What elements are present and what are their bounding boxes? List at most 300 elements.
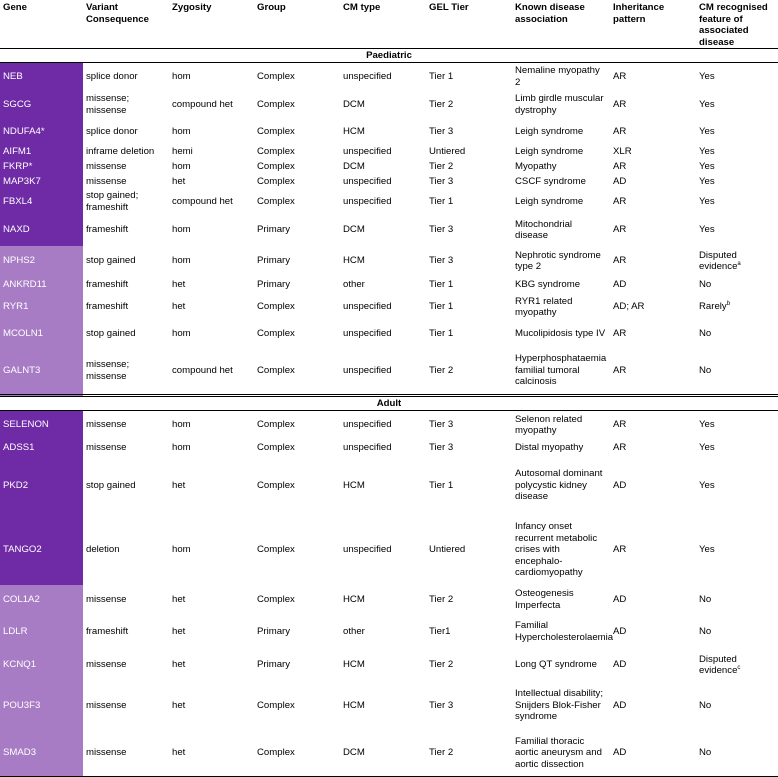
cell-text: stop gained; frameshift xyxy=(86,190,139,213)
cell-text: Hyperphosphataemia familial tumoral calcinosis xyxy=(515,353,607,388)
cell-gene xyxy=(0,321,83,347)
cell-text: missense xyxy=(86,699,127,711)
cell-known-disease-association xyxy=(512,189,610,214)
cell-text: Mitochondrial disease xyxy=(515,218,573,241)
cell-known-disease-association xyxy=(512,585,610,614)
cell-text: Osteogenesis Imperfecta xyxy=(515,588,574,611)
cell-text: Tier 1 xyxy=(429,479,454,491)
cell-text: POU3F3 xyxy=(3,699,41,711)
cell-text: hom xyxy=(172,328,191,340)
cell-variant-consequence xyxy=(83,159,169,174)
cell-text: HCM xyxy=(343,125,365,137)
cell-text: Limb girdle muscular dystrophy xyxy=(515,93,604,116)
cell-known-disease-association xyxy=(512,321,610,347)
cell-text: Tier1 xyxy=(429,625,451,637)
section-header-row xyxy=(0,49,778,63)
cell-text: DCM xyxy=(343,224,365,236)
cell-text: Yes xyxy=(699,479,715,491)
cell-known-disease-association xyxy=(512,63,610,91)
cell-cm-recognised-feature xyxy=(696,411,778,440)
table-row xyxy=(0,63,778,91)
cell-variant-consequence xyxy=(83,293,169,321)
cell-cm-recognised-feature xyxy=(696,293,778,321)
cell-variant-consequence xyxy=(83,649,169,681)
cell-text: HCM xyxy=(343,659,365,671)
cell-variant-consequence xyxy=(83,144,169,159)
cell-cm-type xyxy=(340,585,426,614)
cell-cm-type xyxy=(340,730,426,777)
cell-gene xyxy=(0,246,83,276)
cell-group xyxy=(254,614,340,649)
cell-text: Untiered xyxy=(429,544,466,556)
cell-cm-recognised-feature xyxy=(696,189,778,214)
cell-gel-tier xyxy=(426,159,512,174)
cell-text: Tier 2 xyxy=(429,98,454,110)
cell-text: AR xyxy=(613,195,627,207)
cell-text: missense xyxy=(86,659,127,671)
cell-group xyxy=(254,246,340,276)
cell-inheritance-pattern xyxy=(610,119,696,144)
table-row xyxy=(0,649,778,681)
cell-group xyxy=(254,730,340,777)
cell-text: Yes xyxy=(699,441,715,453)
cell-text: AR xyxy=(613,125,627,137)
cell-text: PKD2 xyxy=(3,479,29,491)
cell-text: AR xyxy=(613,224,627,236)
cell-text: Familial thoracic aortic aneurysm and aortic dissection xyxy=(515,735,602,770)
cell-gel-tier xyxy=(426,439,512,456)
cell-gene xyxy=(0,119,83,144)
cell-text: hom xyxy=(172,419,191,431)
cell-text: splice donor xyxy=(86,125,138,137)
cell-text: Yes xyxy=(699,98,715,110)
cell-text: missense xyxy=(86,747,127,759)
cell-text: Yes xyxy=(699,544,715,556)
cell-cm-type xyxy=(340,293,426,321)
table-row xyxy=(0,456,778,515)
cell-cm-type xyxy=(340,411,426,440)
cell-text: missense; missense xyxy=(86,93,130,116)
table-row xyxy=(0,159,778,174)
cell-zygosity xyxy=(169,614,254,649)
cell-text: KCNQ1 xyxy=(3,659,37,671)
cell-text: Complex xyxy=(257,328,295,340)
cell-group xyxy=(254,144,340,159)
table-row xyxy=(0,90,778,119)
cell-text: unspecified xyxy=(343,328,392,340)
cell-text: Complex xyxy=(257,593,295,605)
cell-inheritance-pattern xyxy=(610,293,696,321)
cell-zygosity xyxy=(169,90,254,119)
cell-text: AD xyxy=(613,479,627,491)
cell-text: frameshift xyxy=(86,224,129,236)
table-row xyxy=(0,246,778,276)
cell-inheritance-pattern xyxy=(610,515,696,585)
cell-inheritance-pattern xyxy=(610,730,696,777)
section-title: Paediatric xyxy=(0,49,778,63)
cell-group xyxy=(254,649,340,681)
cell-zygosity xyxy=(169,681,254,730)
cell-cm-type xyxy=(340,246,426,276)
cell-zygosity xyxy=(169,174,254,189)
cell-text: hemi xyxy=(172,145,193,157)
cell-text: AD xyxy=(613,699,627,711)
cell-text: Tier 2 xyxy=(429,593,454,605)
cell-zygosity xyxy=(169,293,254,321)
cell-text: Complex xyxy=(257,419,295,431)
cell-text: XLR xyxy=(613,145,632,157)
table-row xyxy=(0,174,778,189)
cell-text: No xyxy=(699,625,712,637)
cell-text: AR xyxy=(613,70,627,82)
table-row xyxy=(0,681,778,730)
cell-text: RYR1 related myopathy xyxy=(515,295,573,318)
cell-group xyxy=(254,63,340,91)
cell-text: Mucolipidosis type IV xyxy=(515,328,606,340)
cell-cm-type xyxy=(340,119,426,144)
cell-text: Complex xyxy=(257,479,295,491)
cell-group xyxy=(254,681,340,730)
cell-known-disease-association xyxy=(512,456,610,515)
cell-text: AR xyxy=(613,419,627,431)
cell-text: AIFM1 xyxy=(3,145,32,157)
cell-inheritance-pattern xyxy=(610,614,696,649)
cell-gene xyxy=(0,649,83,681)
cell-text: Disputed evidence xyxy=(699,249,738,272)
cell-gel-tier xyxy=(426,144,512,159)
cell-inheritance-pattern xyxy=(610,189,696,214)
cell-inheritance-pattern xyxy=(610,246,696,276)
cell-text: Infancy onset recurrent metabolic crises with encephalo-cardiomyopathy xyxy=(515,521,598,579)
cell-variant-consequence xyxy=(83,321,169,347)
cell-known-disease-association xyxy=(512,293,610,321)
cell-zygosity xyxy=(169,246,254,276)
cell-text: Autosomal dominant polycystic kidney disease xyxy=(515,468,603,503)
cell-text: Myopathy xyxy=(515,160,557,172)
cell-text: other xyxy=(343,278,365,290)
cell-text: het xyxy=(172,699,186,711)
cell-text: missense xyxy=(86,160,127,172)
cell-cm-recognised-feature xyxy=(696,456,778,515)
cell-inheritance-pattern xyxy=(610,174,696,189)
cell-text: LDLR xyxy=(3,625,28,637)
cell-text: Tier 2 xyxy=(429,659,454,671)
cell-text: Complex xyxy=(257,747,295,759)
cell-text: HCM xyxy=(343,699,365,711)
cell-cm-recognised-feature xyxy=(696,730,778,777)
cell-inheritance-pattern xyxy=(610,649,696,681)
cell-gel-tier xyxy=(426,585,512,614)
cell-zygosity xyxy=(169,189,254,214)
cell-cm-recognised-feature xyxy=(696,159,778,174)
cell-text: Primary xyxy=(257,224,291,236)
cell-text: Yes xyxy=(699,419,715,431)
section-header-row xyxy=(0,396,778,411)
cell-text: No xyxy=(699,747,712,759)
cell-inheritance-pattern xyxy=(610,456,696,515)
cell-cm-recognised-feature xyxy=(696,649,778,681)
cell-gene xyxy=(0,515,83,585)
cell-text: unspecified xyxy=(343,301,392,313)
cell-gel-tier xyxy=(426,456,512,515)
cell-text: Yes xyxy=(699,70,715,82)
cell-known-disease-association xyxy=(512,730,610,777)
cell-zygosity xyxy=(169,585,254,614)
cell-gene xyxy=(0,214,83,246)
cell-text: AD xyxy=(613,659,627,671)
cell-text: DCM xyxy=(343,747,365,759)
cell-known-disease-association xyxy=(512,515,610,585)
cell-text: missense xyxy=(86,441,127,453)
cell-text: Tier 1 xyxy=(429,70,454,82)
cell-text: KBG syndrome xyxy=(515,278,581,290)
cell-text: Tier 3 xyxy=(429,125,454,137)
cell-text: Long QT syndrome xyxy=(515,659,597,671)
cell-zygosity xyxy=(169,347,254,396)
cell-group xyxy=(254,321,340,347)
cell-text: Tier 1 xyxy=(429,328,454,340)
cell-text: Tier 3 xyxy=(429,224,454,236)
cell-variant-consequence xyxy=(83,63,169,91)
cell-group xyxy=(254,214,340,246)
cell-cm-recognised-feature xyxy=(696,439,778,456)
cell-text: Tier 2 xyxy=(429,364,454,376)
cell-text: hom xyxy=(172,255,191,267)
cell-text: FKRP* xyxy=(3,160,33,172)
cell-text: splice donor xyxy=(86,70,138,82)
cell-text: inframe deletion xyxy=(86,145,155,157)
cell-cm-recognised-feature xyxy=(696,144,778,159)
cell-gel-tier xyxy=(426,649,512,681)
cell-text: No xyxy=(699,364,712,376)
cell-group xyxy=(254,119,340,144)
cell-text: DCM xyxy=(343,98,365,110)
table-header xyxy=(0,0,778,49)
cell-cm-type xyxy=(340,614,426,649)
cell-variant-consequence xyxy=(83,276,169,293)
cell-text: MCOLN1 xyxy=(3,328,43,340)
cell-cm-recognised-feature xyxy=(696,119,778,144)
cell-zygosity xyxy=(169,456,254,515)
cell-zygosity xyxy=(169,411,254,440)
cell-text: ADSS1 xyxy=(3,441,35,453)
cell-gene xyxy=(0,174,83,189)
cell-cm-recognised-feature xyxy=(696,214,778,246)
cell-text: hom xyxy=(172,544,191,556)
cell-variant-consequence xyxy=(83,189,169,214)
cell-text: Tier 3 xyxy=(429,441,454,453)
cell-variant-consequence xyxy=(83,90,169,119)
cell-text: unspecified xyxy=(343,419,392,431)
cell-cm-type xyxy=(340,159,426,174)
cell-known-disease-association xyxy=(512,649,610,681)
cell-group xyxy=(254,585,340,614)
cell-variant-consequence xyxy=(83,214,169,246)
cell-text: Complex xyxy=(257,301,295,313)
cell-text: unspecified xyxy=(343,70,392,82)
cell-inheritance-pattern xyxy=(610,411,696,440)
cell-inheritance-pattern xyxy=(610,276,696,293)
cell-zygosity xyxy=(169,214,254,246)
cell-text: Complex xyxy=(257,699,295,711)
cell-text: HCM xyxy=(343,593,365,605)
cell-text: stop gained xyxy=(86,479,136,491)
cell-gene xyxy=(0,439,83,456)
footnote-marker: c xyxy=(737,664,741,671)
cell-gel-tier xyxy=(426,321,512,347)
cell-text: Nephrotic syndrome type 2 xyxy=(515,249,601,272)
cell-cm-type xyxy=(340,515,426,585)
cell-text: Nemaline myopathy 2 xyxy=(515,65,600,88)
table-row xyxy=(0,119,778,144)
cell-cm-recognised-feature xyxy=(696,585,778,614)
cell-text: Distal myopathy xyxy=(515,441,584,453)
column-header-zygosity: Zygosity xyxy=(172,2,212,13)
cell-text: Complex xyxy=(257,544,295,556)
cell-text: Complex xyxy=(257,160,295,172)
cell-text: frameshift xyxy=(86,625,129,637)
table-row xyxy=(0,614,778,649)
table-row xyxy=(0,321,778,347)
cell-gel-tier xyxy=(426,246,512,276)
cell-known-disease-association xyxy=(512,174,610,189)
cell-text: Tier 1 xyxy=(429,195,454,207)
table-row xyxy=(0,730,778,777)
cell-gene xyxy=(0,614,83,649)
cell-group xyxy=(254,456,340,515)
cell-text: AD xyxy=(613,175,627,187)
cell-text: stop gained xyxy=(86,328,136,340)
cell-group xyxy=(254,159,340,174)
footnote-marker: b xyxy=(726,301,731,308)
cell-text: RYR1 xyxy=(3,301,29,313)
cell-text: SELENON xyxy=(3,419,49,431)
cell-text: het xyxy=(172,659,186,671)
cell-inheritance-pattern xyxy=(610,214,696,246)
cell-gel-tier xyxy=(426,293,512,321)
cell-text: Yes xyxy=(699,125,715,137)
cell-text: No xyxy=(699,278,712,290)
cell-variant-consequence xyxy=(83,246,169,276)
cell-gel-tier xyxy=(426,614,512,649)
cell-text: NPHS2 xyxy=(3,255,35,267)
cell-known-disease-association xyxy=(512,246,610,276)
cell-text: NEB xyxy=(3,70,23,82)
cell-zygosity xyxy=(169,515,254,585)
cell-group xyxy=(254,189,340,214)
cell-text: Complex xyxy=(257,125,295,137)
table-row xyxy=(0,585,778,614)
cell-known-disease-association xyxy=(512,276,610,293)
cell-gel-tier xyxy=(426,681,512,730)
cell-text: Yes xyxy=(699,224,715,236)
cell-text: MAP3K7 xyxy=(3,175,41,187)
cell-text: AD xyxy=(613,278,627,290)
cell-text: Complex xyxy=(257,70,295,82)
cell-text: Yes xyxy=(699,145,715,157)
cell-text: AR xyxy=(613,441,627,453)
cell-text: NDUFA4* xyxy=(3,125,45,137)
cell-text: AD xyxy=(613,747,627,759)
cell-gel-tier xyxy=(426,347,512,396)
cell-zygosity xyxy=(169,321,254,347)
cell-text: het xyxy=(172,593,186,605)
cell-text: Disputed evidence xyxy=(699,653,738,676)
cell-cm-type xyxy=(340,90,426,119)
cell-text: hom xyxy=(172,125,191,137)
cell-text: Complex xyxy=(257,195,295,207)
cell-gel-tier xyxy=(426,189,512,214)
cell-text: Untiered xyxy=(429,145,466,157)
cell-gene xyxy=(0,456,83,515)
cell-gene xyxy=(0,585,83,614)
cell-known-disease-association xyxy=(512,439,610,456)
table-row xyxy=(0,411,778,440)
cell-variant-consequence xyxy=(83,347,169,396)
cell-variant-consequence xyxy=(83,730,169,777)
cell-zygosity xyxy=(169,119,254,144)
column-header-known-disease-association: Known disease association xyxy=(515,2,585,25)
cell-gel-tier xyxy=(426,730,512,777)
cell-inheritance-pattern xyxy=(610,144,696,159)
cell-cm-type xyxy=(340,189,426,214)
cell-inheritance-pattern xyxy=(610,439,696,456)
cell-cm-recognised-feature xyxy=(696,681,778,730)
cell-cm-type xyxy=(340,456,426,515)
cell-known-disease-association xyxy=(512,159,610,174)
cell-text: Complex xyxy=(257,175,295,187)
cell-cm-recognised-feature xyxy=(696,515,778,585)
column-header-inheritance-pattern: Inheritance pattern xyxy=(613,2,665,25)
cell-gene xyxy=(0,144,83,159)
cell-variant-consequence xyxy=(83,119,169,144)
table-row xyxy=(0,347,778,396)
cell-inheritance-pattern xyxy=(610,681,696,730)
cell-known-disease-association xyxy=(512,214,610,246)
cell-text: Complex xyxy=(257,441,295,453)
cell-text: het xyxy=(172,747,186,759)
cell-variant-consequence xyxy=(83,585,169,614)
cell-gel-tier xyxy=(426,90,512,119)
cell-group xyxy=(254,174,340,189)
cell-text: unspecified xyxy=(343,364,392,376)
cell-cm-type xyxy=(340,347,426,396)
cell-text: unspecified xyxy=(343,145,392,157)
cell-text: missense; missense xyxy=(86,359,130,382)
cell-cm-type xyxy=(340,681,426,730)
cell-cm-recognised-feature xyxy=(696,174,778,189)
cell-text: Yes xyxy=(699,175,715,187)
cell-text: missense xyxy=(86,175,127,187)
cell-text: frameshift xyxy=(86,301,129,313)
cell-gel-tier xyxy=(426,411,512,440)
cell-group xyxy=(254,90,340,119)
footnote-marker: a xyxy=(737,260,741,267)
cell-text: Primary xyxy=(257,255,291,267)
cell-group xyxy=(254,293,340,321)
cell-text: Complex xyxy=(257,145,295,157)
cell-cm-recognised-feature xyxy=(696,276,778,293)
cell-text: other xyxy=(343,625,365,637)
cell-text: Familial Hypercholesterolaemia xyxy=(515,620,614,643)
column-header-gel-tier: GEL Tier xyxy=(429,2,469,13)
cell-text: GALNT3 xyxy=(3,364,41,376)
cell-cm-type xyxy=(340,439,426,456)
cell-text: Tier 3 xyxy=(429,419,454,431)
cell-gel-tier xyxy=(426,214,512,246)
cell-gel-tier xyxy=(426,63,512,91)
cell-text: AR xyxy=(613,328,627,340)
